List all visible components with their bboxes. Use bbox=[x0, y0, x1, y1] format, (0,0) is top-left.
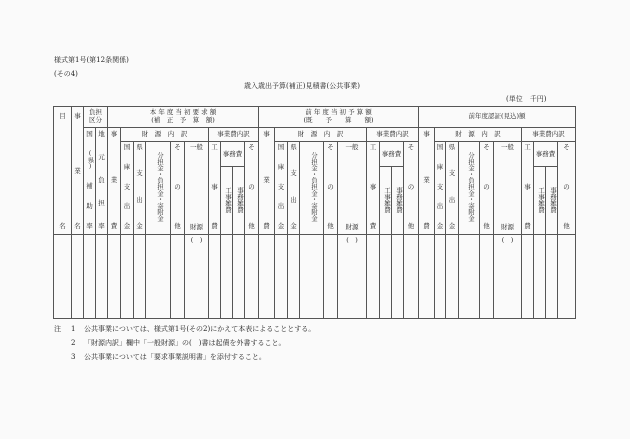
header-char: 担 bbox=[98, 199, 105, 207]
header-char: 出 bbox=[277, 202, 285, 211]
header-char: 県 bbox=[136, 143, 143, 151]
header-char: 費 bbox=[524, 222, 531, 230]
header-general-top: 一般 bbox=[345, 143, 359, 151]
header-national-rate bbox=[84, 130, 95, 230]
header-char: 金 bbox=[277, 222, 285, 230]
header-general-bottom: 財源 bbox=[190, 223, 203, 231]
header-construction bbox=[209, 143, 220, 230]
header-other bbox=[324, 143, 337, 230]
header-office-misc: 事務雑費 bbox=[549, 187, 557, 213]
header-char: の bbox=[174, 182, 181, 191]
header-general-top: 一般 bbox=[501, 143, 514, 151]
bond-paren-2: ( ) bbox=[346, 236, 358, 244]
header-funding-breakdown: 財 源 内 訳 bbox=[455, 130, 501, 138]
header-char: 工 bbox=[369, 143, 377, 151]
header-prefecture bbox=[288, 143, 299, 230]
header-char: 工 bbox=[211, 143, 218, 151]
header-cost-breakdown: 事業費内訳 bbox=[532, 130, 565, 138]
header-project-cost bbox=[259, 130, 274, 230]
header-char: 事 bbox=[423, 130, 430, 138]
header-project-name bbox=[72, 112, 83, 230]
header-char: の bbox=[248, 182, 255, 191]
header-char: 業 bbox=[263, 176, 270, 184]
header-shares: 分担金・負担金・寄附金 bbox=[310, 152, 317, 222]
header-project-cost bbox=[419, 130, 434, 230]
header-construction-misc: 工事雑費 bbox=[537, 187, 545, 213]
header-general-bottom: 財源 bbox=[501, 223, 514, 231]
header-burden-l2: 区分 bbox=[89, 116, 102, 124]
header-char: 他 bbox=[407, 222, 415, 230]
header-other-cost bbox=[404, 143, 418, 230]
header-construction bbox=[522, 143, 533, 230]
header-item bbox=[54, 112, 71, 230]
header-char: 出 bbox=[123, 202, 131, 211]
section-title-l1: 前年度認証(見込)額 bbox=[468, 112, 526, 120]
header-char: 他 bbox=[563, 222, 570, 230]
section-title-l1: 本 年 度 当 初 要 求 額 bbox=[149, 108, 217, 116]
note-num: 2 bbox=[71, 339, 76, 347]
header-char: 費 bbox=[263, 222, 270, 230]
header-char: 支 bbox=[448, 169, 456, 178]
header-char: 事 bbox=[369, 182, 377, 191]
header-char: 助 bbox=[86, 202, 93, 210]
header-office-misc: 事務雑費 bbox=[395, 187, 403, 213]
section-1-title bbox=[108, 108, 258, 124]
header-char: 出 bbox=[436, 202, 444, 211]
header-local-rate bbox=[96, 130, 107, 230]
header-char: 支 bbox=[136, 169, 143, 178]
header-char: 県 bbox=[290, 143, 297, 151]
header-char: 国 bbox=[277, 143, 285, 151]
header-char: 他 bbox=[483, 222, 490, 230]
header-char: そ bbox=[327, 143, 334, 151]
header-char: 費 bbox=[423, 222, 430, 230]
header-char: そ bbox=[483, 143, 490, 151]
header-char: 費 bbox=[369, 222, 377, 230]
col-line bbox=[533, 141, 534, 319]
header-char: 事 bbox=[263, 130, 270, 138]
header-char: 支 bbox=[123, 182, 131, 191]
section-title-l2: (補 正 予 算 額) bbox=[151, 116, 215, 124]
form-number: 様式第1号(第12条関係) bbox=[54, 56, 129, 64]
header-char: 金 bbox=[136, 221, 143, 230]
header-char: 金 bbox=[123, 222, 131, 230]
header-char: 率 bbox=[86, 222, 93, 230]
header-char: 負 bbox=[98, 176, 105, 184]
header-char: 事 bbox=[110, 130, 118, 138]
header-national-treasury bbox=[275, 143, 287, 230]
col-line bbox=[299, 141, 300, 319]
header-prefecture bbox=[446, 143, 458, 230]
header-char: 工 bbox=[524, 143, 531, 151]
note-text: 公共事業については「要求事業説明書」を添付すること。 bbox=[84, 353, 266, 361]
header-char: 支 bbox=[277, 182, 285, 191]
header-char: 出 bbox=[136, 195, 143, 204]
header-office: 事務費 bbox=[535, 150, 556, 158]
header-shares: 分担金・負担金・寄附金 bbox=[467, 152, 474, 222]
note-text: 「財源内訳」欄中「一般財源」の( )書は起債を外書すること。 bbox=[84, 339, 286, 347]
header-national-treasury bbox=[121, 143, 133, 230]
header-general-top: 一般 bbox=[190, 143, 203, 151]
col-line bbox=[458, 141, 459, 319]
header-other bbox=[171, 143, 184, 230]
row-line bbox=[274, 141, 418, 142]
header-char: 業 bbox=[423, 176, 430, 184]
table-border-top bbox=[53, 106, 576, 107]
page-title: 歳入歳出予算(補正)見積書(公共事業) bbox=[244, 82, 360, 90]
header-char: 庫 bbox=[123, 162, 131, 171]
header-cost-breakdown: 事業費内訳 bbox=[217, 130, 250, 138]
row-line bbox=[120, 141, 258, 142]
header-other-cost bbox=[558, 143, 575, 230]
header-item-char: 目 bbox=[59, 112, 66, 120]
header-char: の bbox=[407, 182, 415, 191]
header-construction-misc: 工事雑費 bbox=[224, 187, 232, 213]
header-project-cost bbox=[108, 130, 120, 230]
row-line bbox=[434, 141, 575, 142]
table-border-right bbox=[575, 106, 576, 319]
header-char: 費 bbox=[110, 222, 118, 230]
header-char: 金 bbox=[290, 221, 297, 230]
section-title-l1: 前 年 度 当 初 予 算 額 bbox=[305, 108, 372, 116]
header-char: 庫 bbox=[277, 162, 285, 171]
header-office: 事務費 bbox=[222, 150, 243, 158]
header-char: 国 bbox=[436, 143, 444, 151]
col-line bbox=[220, 141, 221, 319]
section-3-title bbox=[419, 112, 575, 120]
note-num: 1 bbox=[71, 325, 76, 333]
header-char: 業 bbox=[110, 176, 118, 184]
table-border-bottom bbox=[53, 318, 576, 319]
note-num: 3 bbox=[71, 353, 76, 361]
header-construction bbox=[367, 143, 379, 230]
header-char: 他 bbox=[248, 222, 255, 230]
header-char: 支 bbox=[436, 182, 444, 191]
header-burden-class bbox=[84, 108, 107, 124]
header-char: の bbox=[563, 182, 570, 191]
bond-paren-1: ( ) bbox=[190, 236, 203, 244]
header-char: そ bbox=[563, 143, 570, 151]
header-char: 金 bbox=[436, 222, 444, 230]
header-char: の bbox=[327, 182, 334, 191]
col-line bbox=[145, 141, 146, 319]
header-construction-misc: 工事雑費 bbox=[383, 187, 391, 213]
header-divider bbox=[53, 234, 576, 235]
header-char: そ bbox=[174, 143, 181, 151]
header-char: の bbox=[483, 182, 490, 191]
header-char: 費 bbox=[211, 222, 218, 230]
header-char: 庫 bbox=[436, 162, 444, 171]
note-text: 公共事業については、様式第1号(その2)にかえて本表によることとする。 bbox=[84, 325, 316, 333]
header-item-char: 名 bbox=[59, 222, 66, 230]
bond-paren-3: ( ) bbox=[501, 236, 514, 244]
header-office: 事務費 bbox=[381, 150, 402, 158]
section-title-l2: (既 予 算 額) bbox=[303, 116, 374, 124]
header-char: 元 bbox=[98, 153, 105, 161]
header-general-bottom: 財源 bbox=[345, 223, 359, 231]
header-char: 他 bbox=[327, 222, 334, 230]
header-char: 業 bbox=[74, 167, 81, 175]
header-prefecture bbox=[134, 143, 145, 230]
header-char: 事 bbox=[211, 182, 218, 191]
header-char: 県 bbox=[448, 143, 456, 151]
header-burden-l1: 負担 bbox=[89, 108, 102, 116]
header-char: 他 bbox=[174, 222, 181, 230]
unit-label: (単位 千円) bbox=[506, 95, 547, 103]
header-funding-breakdown: 財 源 内 訳 bbox=[141, 130, 188, 138]
header-char: 事 bbox=[74, 112, 81, 120]
header-char: 名 bbox=[74, 222, 81, 230]
header-char: 補 bbox=[86, 182, 93, 190]
row-line bbox=[107, 127, 576, 128]
header-char: 事 bbox=[524, 182, 531, 191]
header-office-misc: 事務雑費 bbox=[236, 187, 244, 213]
section-2-title bbox=[259, 108, 418, 124]
form-part: (その4) bbox=[54, 70, 78, 78]
header-other-cost bbox=[245, 143, 258, 230]
header-char: (県) bbox=[86, 150, 94, 170]
header-funding-breakdown: 財 源 内 訳 bbox=[297, 130, 344, 138]
header-national-treasury bbox=[435, 143, 445, 230]
header-shares: 分担金・負担金・寄附金 bbox=[156, 152, 163, 222]
header-char: 地 bbox=[98, 130, 105, 138]
header-char: 率 bbox=[98, 222, 105, 230]
header-char: 出 bbox=[448, 195, 456, 204]
header-char: 出 bbox=[290, 195, 297, 204]
header-char: そ bbox=[248, 143, 255, 151]
header-other bbox=[480, 143, 493, 230]
header-char: そ bbox=[407, 143, 415, 151]
header-char: 国 bbox=[123, 143, 131, 151]
notes-label: 注 bbox=[54, 325, 61, 333]
header-char: 金 bbox=[448, 221, 456, 230]
header-char: 支 bbox=[290, 169, 297, 178]
header-char: 国 bbox=[86, 130, 93, 138]
header-cost-breakdown: 事業費内訳 bbox=[376, 130, 409, 138]
col-line bbox=[379, 141, 380, 319]
